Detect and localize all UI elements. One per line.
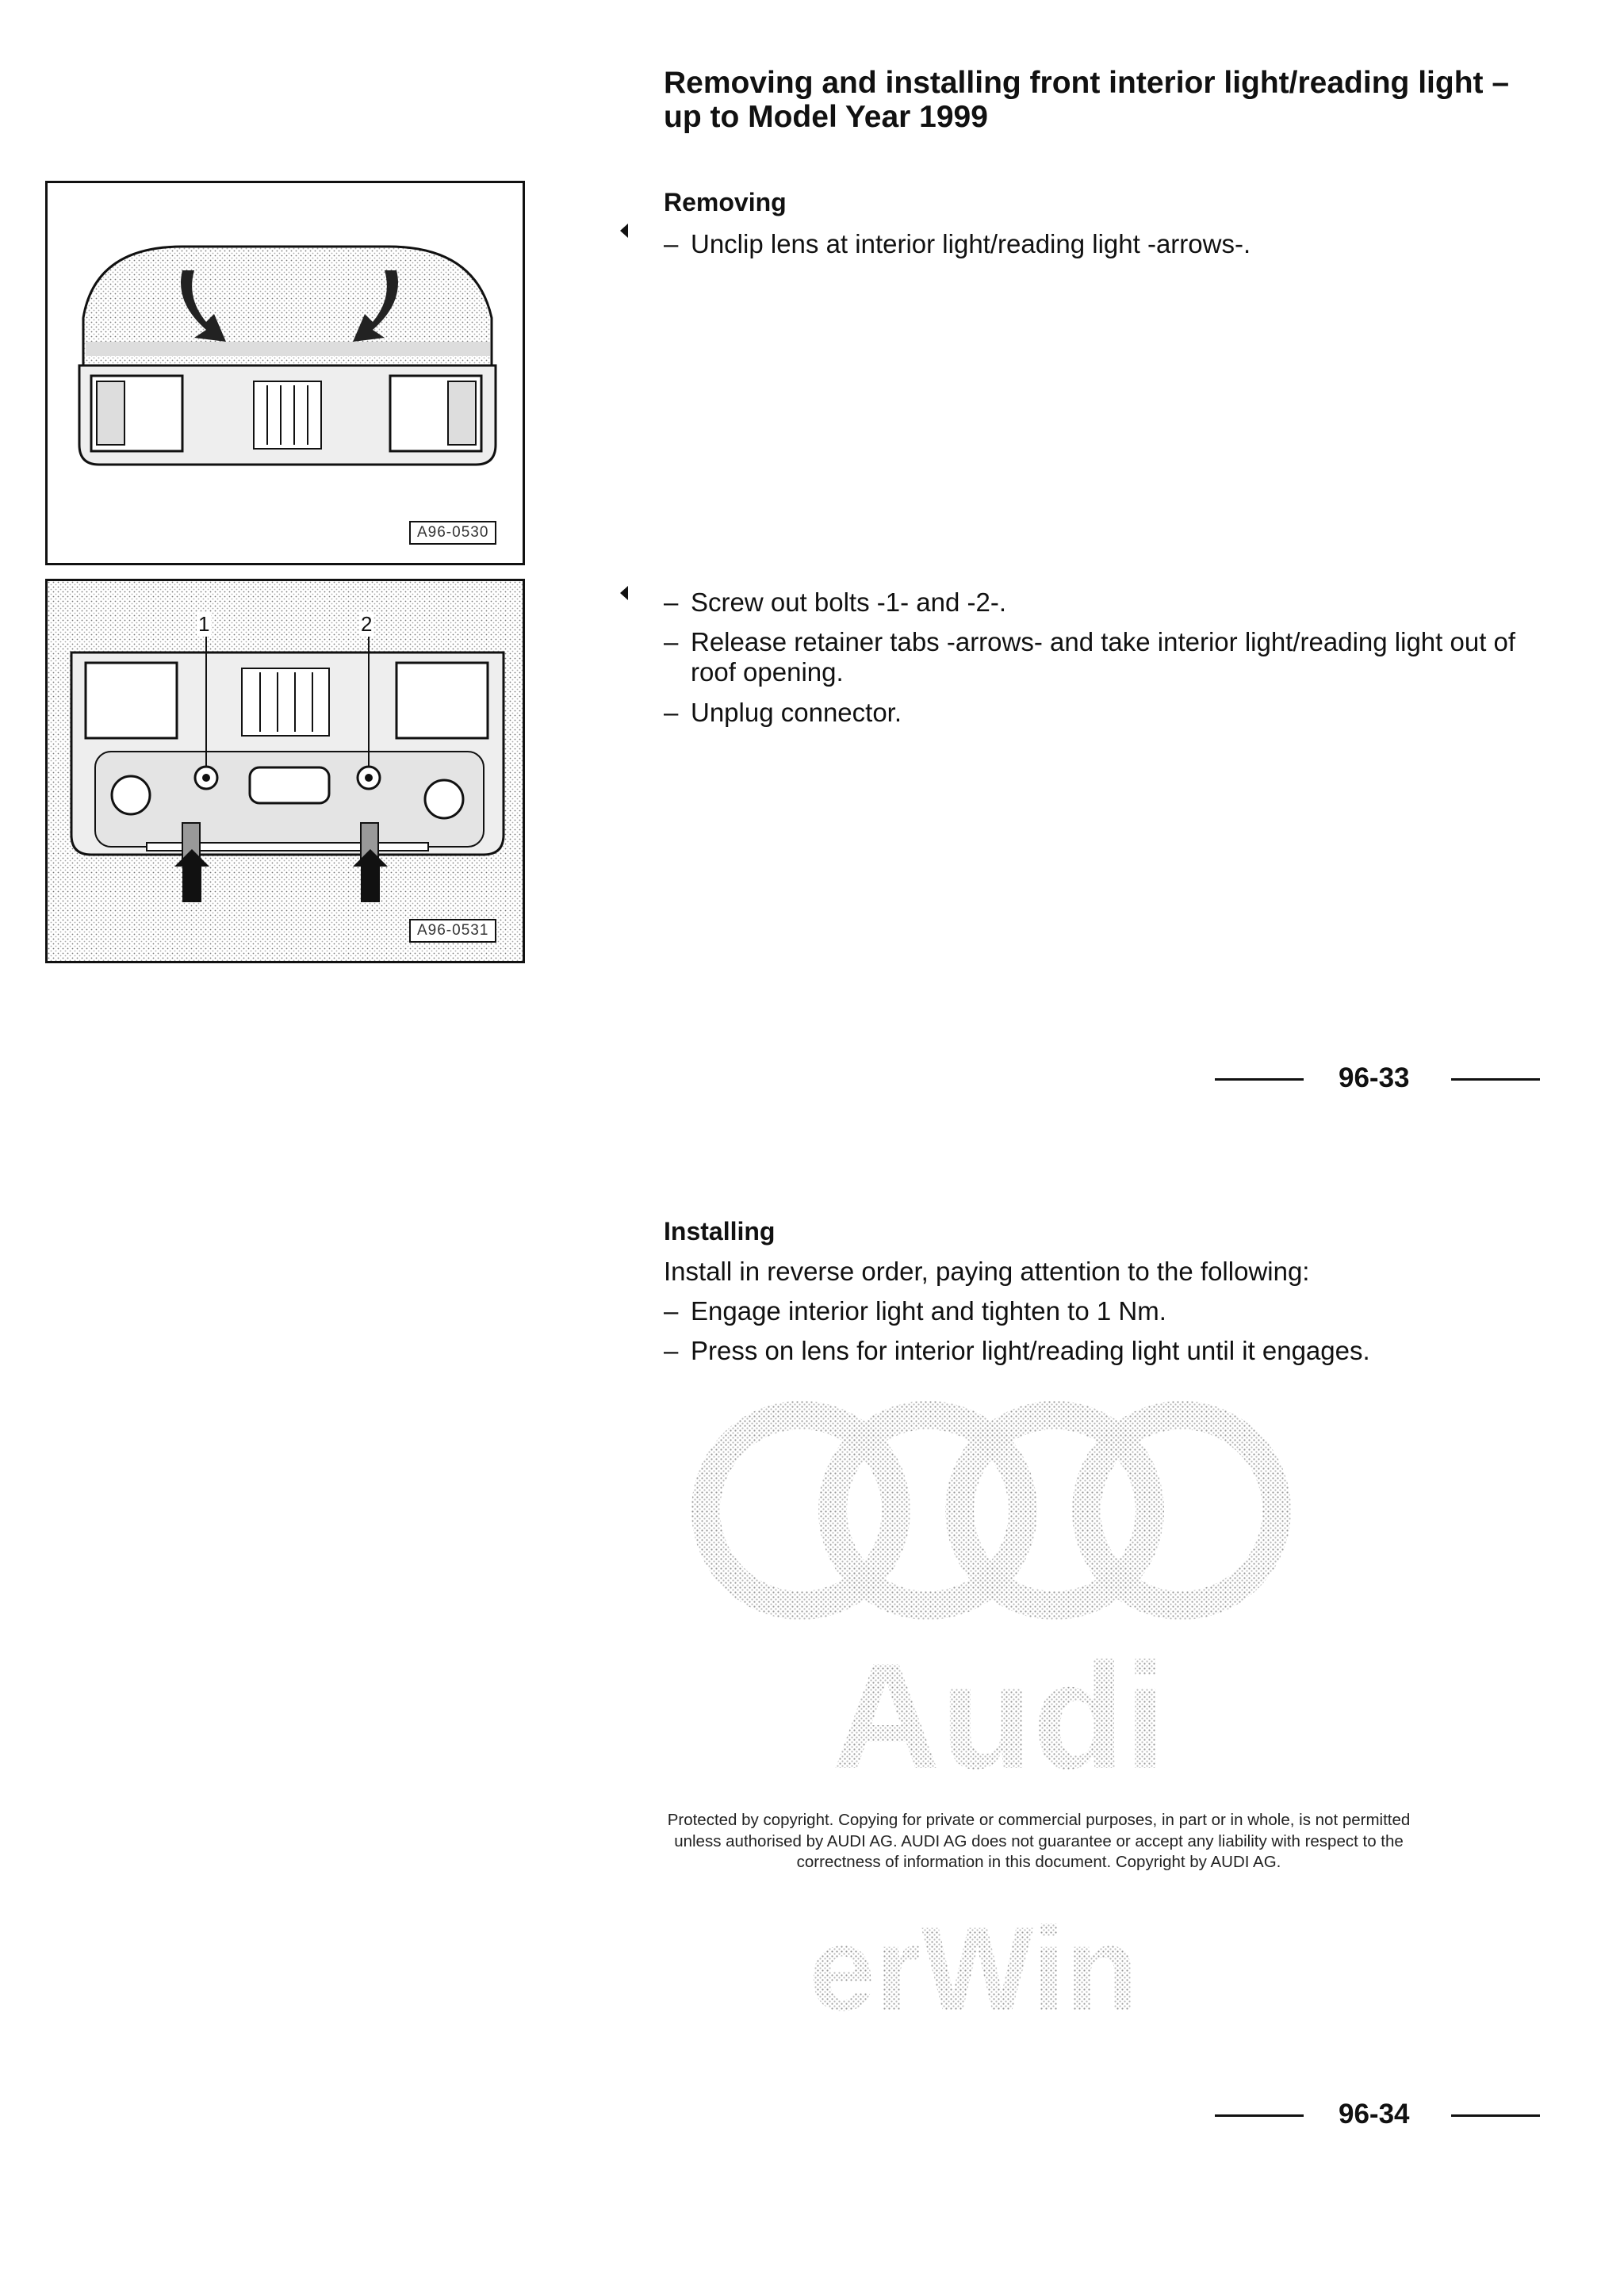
removing-step-1: [664, 229, 1552, 259]
step-dash: –: [664, 229, 679, 258]
step-text: Engage interior light and tighten to 1 Nm.: [691, 1296, 1166, 1326]
figure-label: A96-0531: [409, 919, 496, 943]
removing-step-3: [664, 627, 1552, 688]
removing-step-2: [664, 587, 1552, 618]
erwin-logo-watermark: [793, 1903, 1237, 2038]
page-number-rule: [1215, 1078, 1304, 1081]
installing-step-2: [664, 1336, 1552, 1366]
audi-wordmark: Audi: [831, 1632, 1167, 1800]
step-text: Press on lens for interior light/reading light until it engages.: [691, 1336, 1370, 1365]
audi-logo-watermark: [682, 1391, 1316, 1804]
removing-step-4: [664, 698, 1552, 728]
figure-a96-0531: [45, 579, 525, 963]
erwin-wordmark: erWin: [809, 1903, 1139, 2035]
callout-2: 2: [361, 612, 373, 636]
step-text: Unclip lens at interior light/reading light -arrows-.: [691, 229, 1251, 258]
page-number: 96-33: [1339, 1062, 1410, 1093]
interior-light-lens-illustration: [48, 183, 525, 565]
interior-light-bolts-illustration: [48, 581, 525, 963]
step-text: Unplug connector.: [691, 698, 902, 727]
figure-pointer-icon: [620, 224, 628, 238]
installing-intro: Install in reverse order, paying attention to the following:: [664, 1257, 1310, 1286]
figure-pointer-icon: [620, 586, 628, 600]
page-title: Removing and installing front interior light/reading light – up to Model Year 1999: [664, 66, 1510, 134]
step-dash: –: [664, 1296, 679, 1326]
installing-step-1: [664, 1296, 1552, 1326]
page-number-rule: [1451, 2114, 1540, 2117]
page-number-rule: [1451, 1078, 1540, 1081]
copyright-notice: Protected by copyright. Copying for private or commercial purposes, in part or in whole, is not permitted unless authorised by AUDI AG. AUDI AG does not guarantee or accept any liability with respect to the correctness of information in this document. Copyright by AUDI AG.: [667, 1811, 1411, 1872]
installing-heading: Installing: [664, 1217, 776, 1246]
step-dash: –: [664, 698, 679, 727]
figure-label: A96-0530: [409, 521, 496, 545]
step-dash: –: [664, 627, 679, 656]
step-dash: –: [664, 587, 679, 617]
step-text: Screw out bolts -1- and -2-.: [691, 587, 1006, 617]
callout-1: 1: [198, 612, 210, 636]
figure-a96-0530: [45, 181, 525, 565]
removing-heading: Removing: [664, 188, 787, 216]
step-dash: –: [664, 1336, 679, 1365]
step-text: Release retainer tabs -arrows- and take interior light/reading light out of roof opening.: [691, 627, 1516, 687]
page-number: 96-34: [1339, 2099, 1410, 2130]
page-number-rule: [1215, 2114, 1304, 2117]
